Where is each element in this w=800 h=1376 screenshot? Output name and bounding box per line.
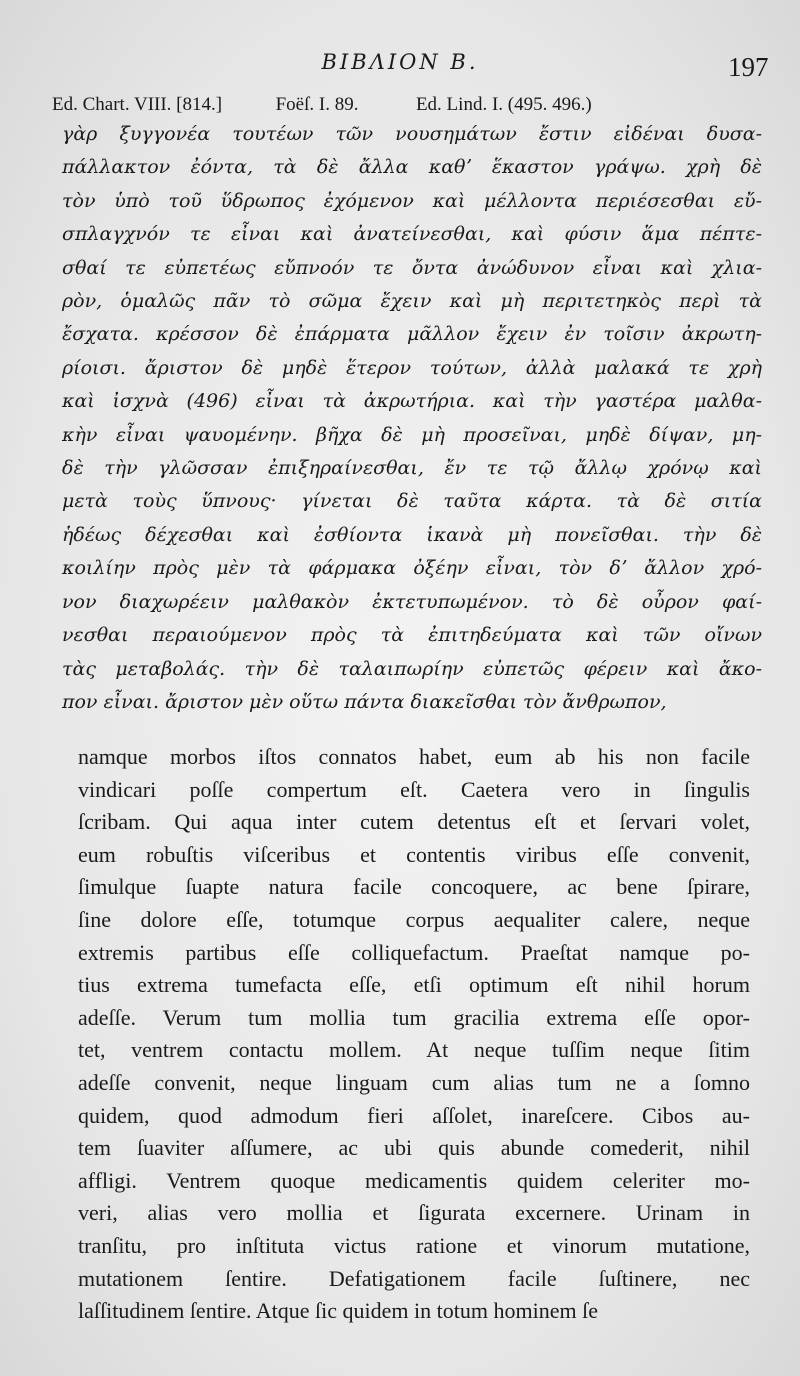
ref-foes: Foëſ. I. 89.	[275, 94, 359, 115]
latin-text-line: tet, ventrem contactu mollem. At neque tuſſim neque ſitim	[78, 1037, 750, 1063]
greek-text-line: κὴν εἶναι ψαυομένην. βῆχα δὲ μὴ προσεῖναι, μηδὲ δίψαν, μη-	[62, 423, 762, 446]
greek-text-line: δὲ τὴν γλῶσσαν ἐπιξηραίνεσθαι, ἔν τε τῷ ἄλλῳ χρόνῳ καὶ	[62, 457, 762, 480]
latin-text-line: affligi. Ventrem quoque medicamentis quidem celeriter mo-	[78, 1167, 750, 1193]
ref-chart: Ed. Chart. VIII. [814.]	[52, 94, 223, 115]
greek-text-line: σπλαγχνόν τε εἶναι καὶ ἀνατείνεσθαι, καὶ φύσιν ἅμα πέπτε-	[62, 223, 762, 246]
edition-references	[52, 94, 592, 116]
latin-text-block	[78, 741, 750, 1328]
latin-text-line: ſcribam. Qui aqua inter cutem detentus eſt et ſervari volet,	[78, 809, 750, 835]
latin-text-line: tius extrema tumefacta eſſe, etſi optimum eſt nihil horum	[78, 972, 750, 998]
latin-text-line: adeſſe convenit, neque linguam cum alias tum ne a ſomno	[78, 1069, 750, 1095]
greek-text-line: γὰρ ξυγγονέα τουτέων τῶν νουσημάτων ἔστιν εἰδέναι δυσα-	[62, 123, 762, 145]
greek-text-line: σθαί τε εὐπετέως εὔπνοόν τε ὄντα ἀνώδυνον εἶναι καὶ χλια-	[62, 256, 762, 279]
greek-text-line: ρὸν, ὁμαλῶς πᾶν τὸ σῶμα ἔχειν καὶ μὴ περιτετηκὸς περὶ τὰ	[62, 290, 762, 313]
greek-text-line: κοιλίην πρὸς μὲν τὰ φάρμακα ὀξέην εἶναι, τὸν δʼ ἄλλον χρό-	[62, 557, 762, 580]
greek-text-block	[62, 118, 762, 719]
latin-text-line: vindicari poſſe compertum eſt. Caetera vero in ſingulis	[78, 776, 750, 802]
latin-text-line: quidem, quod admodum fieri aſſolet, inareſcere. Cibos au-	[78, 1102, 750, 1128]
latin-text-line: ſimulque ſuapte natura facile concoquere, ac bene ſpirare,	[78, 874, 750, 900]
latin-text-line: adeſſe. Verum tum mollia tum gracilia extrema eſſe opor-	[78, 1004, 750, 1030]
latin-text-line: ſine dolore eſſe, totumque corpus aequaliter calere, neque	[78, 906, 750, 932]
latin-text-line: veri, alias vero mollia et ſigurata excernere. Urinam in	[78, 1200, 750, 1226]
page-number: 197	[728, 52, 769, 82]
greek-text-line: πον εἶναι. ἄριστον μὲν οὕτω πάντα διακεῖσθαι τὸν ἄνθρωπον,	[62, 690, 667, 713]
greek-text-line: νεσθαι περαιούμενον πρὸς τὰ ἐπιτηδεύματα καὶ τῶν οἴνων	[62, 624, 762, 647]
greek-text-line: ἔσχατα. κρέσσον δὲ ἐπάρματα μᾶλλον ἔχειν ἐν τοῖσιν ἀκρωτη-	[62, 323, 762, 346]
running-head: BIBΛΙΟΝ B.	[321, 50, 479, 74]
latin-text-line: tem ſuaviter aſſumere, ac ubi quis abunde comederit, nihil	[78, 1135, 750, 1161]
latin-text-line: laſſitudinem ſentire. Atque ſic quidem in totum hominem ſe	[78, 1298, 598, 1324]
greek-text-line: τὰς μεταβολάς. τὴν δὲ ταλαιπωρίην εὐπετῶς φέρειν καὶ ἄκο-	[62, 657, 762, 680]
greek-text-line: νον διαχωρέειν μαλθακὸν ἐκτετυπωμένον. τὸ δὲ οὖρον φαί-	[62, 590, 762, 613]
greek-text-line: καὶ ἰσχνὰ (496) εἶναι τὰ ἀκρωτήρια. καὶ τὴν γαστέρα μαλθα-	[62, 390, 762, 413]
latin-text-line: tranſitu, pro inſtituta victus ratione et vinorum mutatione,	[78, 1232, 750, 1258]
greek-text-line: μετὰ τοὺς ὕπνους· γίνεται δὲ ταῦτα κάρτα. τὰ δὲ σιτία	[62, 490, 762, 513]
greek-text-line: ἡδέως δέχεσθαι καὶ ἐσθίοντα ἱκανὰ μὴ πονεῖσθαι. τὴν δὲ	[62, 523, 762, 546]
latin-text-line: namque morbos iſtos connatos habet, eum ab his non facile	[78, 744, 750, 769]
latin-text-line: mutationem ſentire. Defatigationem facile ſuſtinere, nec	[78, 1265, 750, 1291]
greek-text-line: πάλλακτον ἐόντα, τὰ δὲ ἄλλα καθʼ ἕκαστον γράψω. χρὴ δὲ	[62, 156, 762, 179]
greek-text-line: τὸν ὑπὸ τοῦ ὕδρωπος ἐχόμενον καὶ μέλλοντα περιέσεσθαι εὔ-	[62, 189, 762, 212]
ref-lind: Ed. Lind. I. (495. 496.)	[415, 94, 592, 115]
greek-text-line: ρίοισι. ἄριστον δὲ μηδὲ ἕτερον τούτων, ἀλλὰ μαλακά τε χρὴ	[62, 356, 762, 379]
latin-text-line: extremis partibus eſſe colliquefactum. Praeſtat namque po-	[78, 939, 750, 965]
latin-text-line: eum robuſtis viſceribus et contentis viribus eſſe convenit,	[78, 841, 750, 867]
